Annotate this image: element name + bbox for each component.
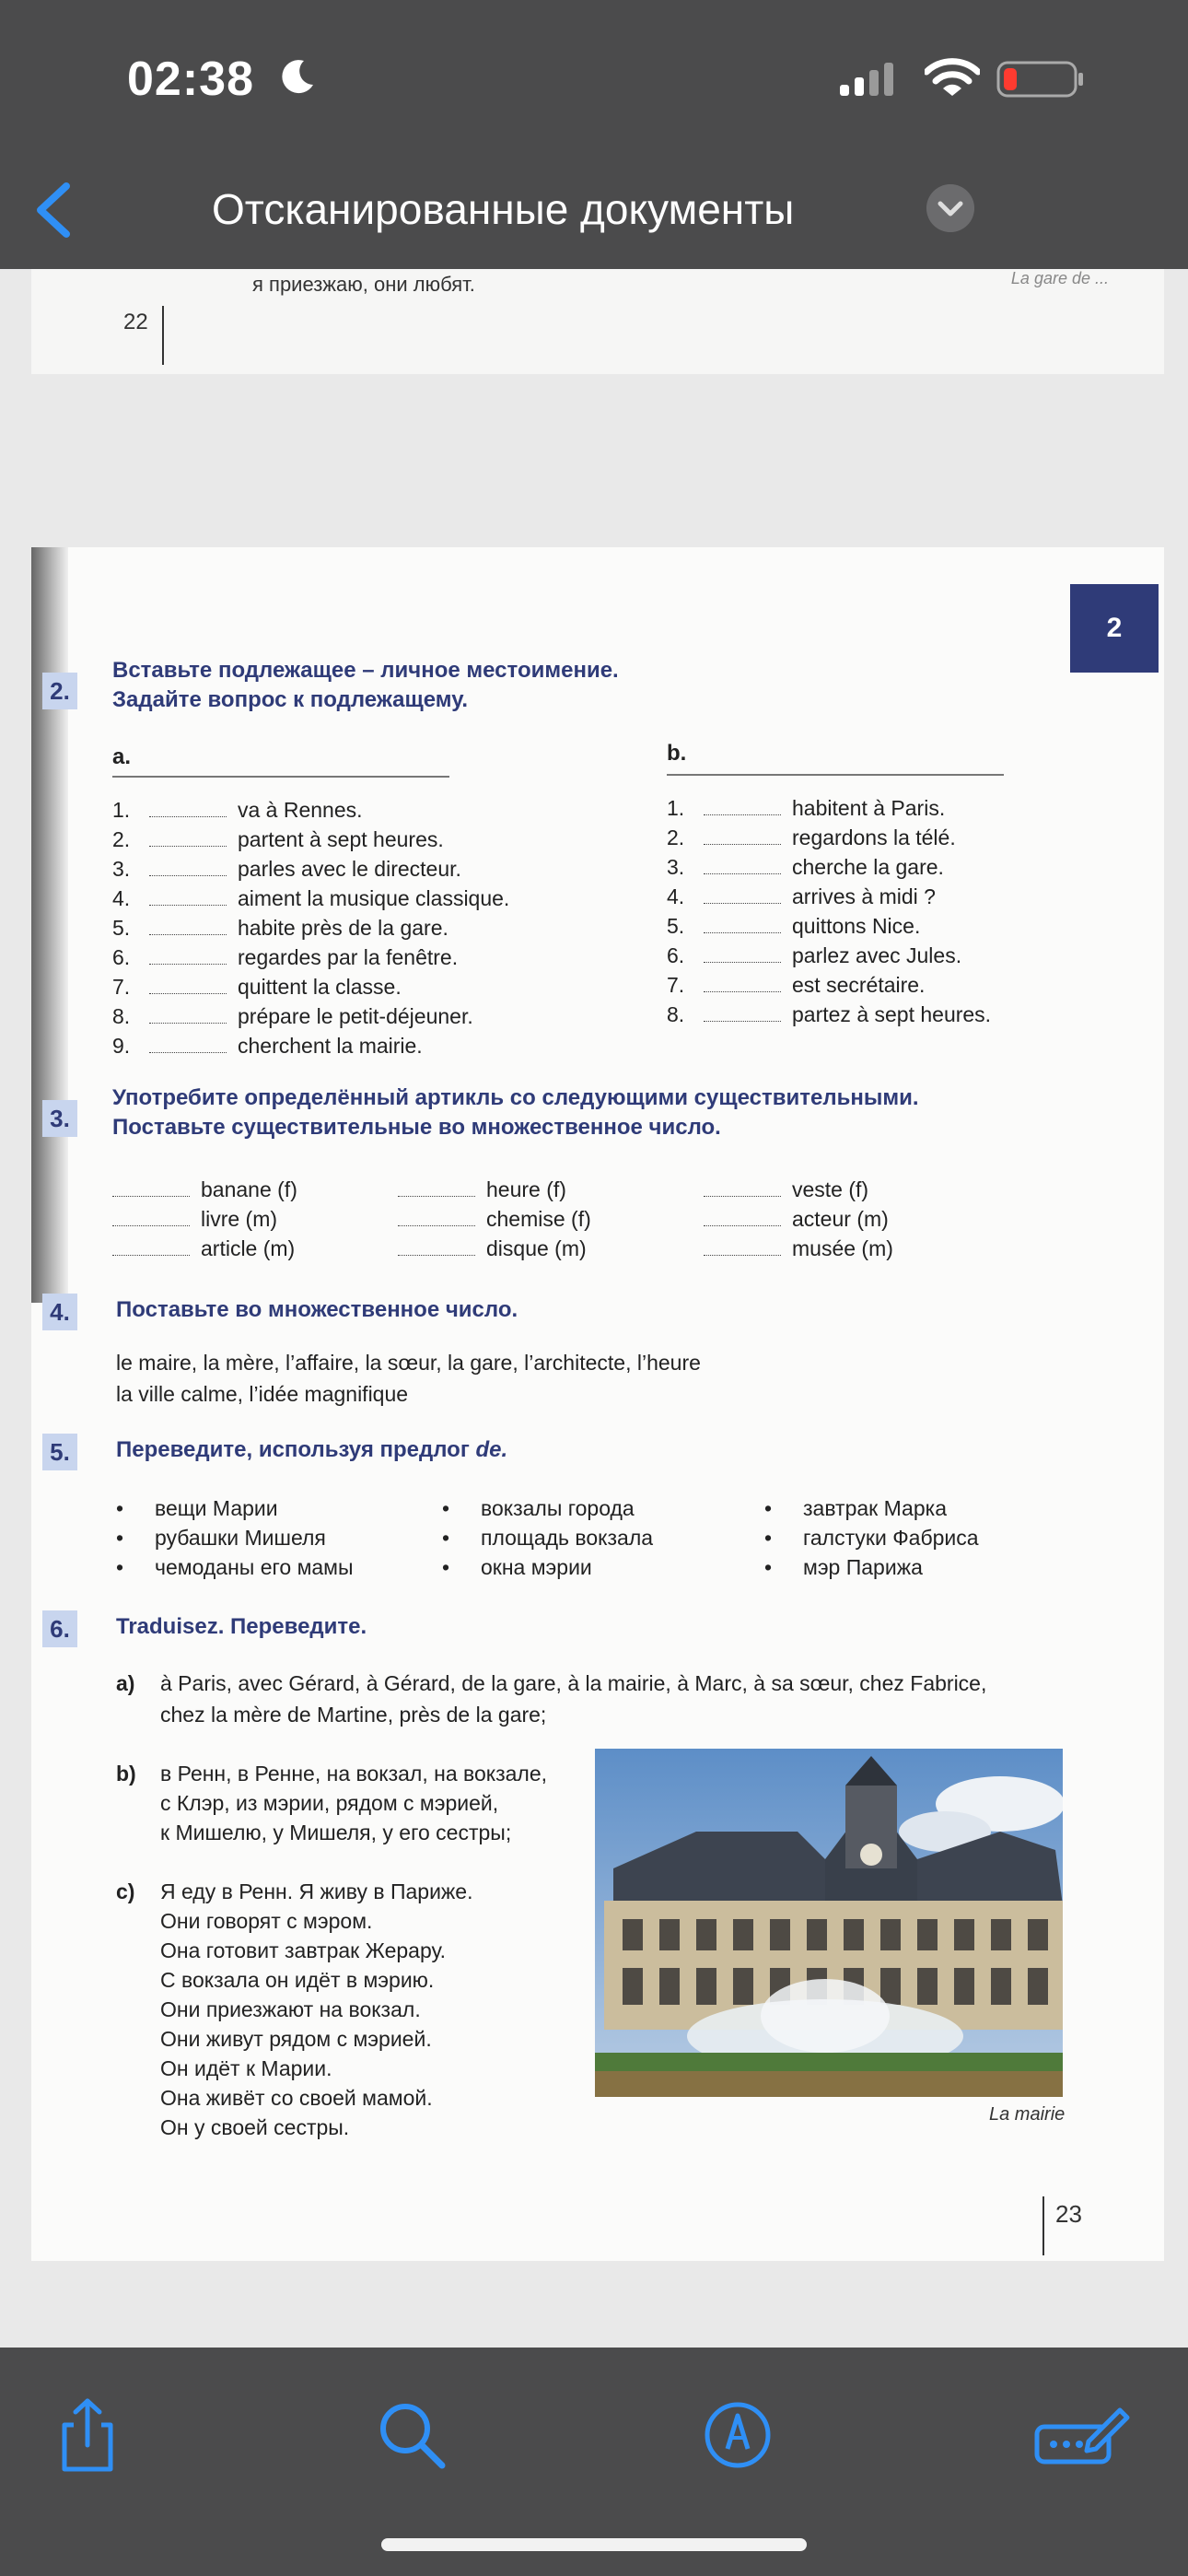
item-text: arrives à midi ? [792,884,936,908]
exercise-text: à Paris, avec Gérard, à Gérard, de la gare, à la mairie, à Marc, à sa sœur, chez Fabrice, [160,1671,987,1695]
exercise-number: 3. [42,1100,77,1137]
word-item [112,1207,277,1236]
exercise-number: 6. [42,1610,77,1647]
list-item [112,857,461,886]
word-item [398,1207,591,1236]
heading-line: Вставьте подлежащее – личное местоимение. [112,658,619,683]
answer-blank[interactable] [704,799,781,815]
heading-emphasis: de. [475,1437,508,1462]
word-item [112,1236,295,1266]
item-number: 7. [112,975,131,999]
column-label-b: b. [667,741,687,766]
bullet-item: • вещи Марии [155,1496,278,1521]
status-time: 02:38 [127,53,254,106]
moon-icon [276,57,317,98]
exercise-number: 2. [42,673,77,709]
scanned-page[interactable] [31,547,1164,2261]
item-number: 5. [667,914,685,938]
item-text: habite près de la gare. [238,916,448,940]
exercise-text: Он у своей сестры. [160,2115,350,2139]
item-number: 3. [112,857,131,881]
bullet-item: • площадь вокзала [481,1526,653,1551]
exercise-heading: Traduisez. Переведите. [116,1614,367,1639]
word-text: livre (m) [201,1207,278,1231]
list-item [667,1002,991,1032]
answer-blank[interactable] [112,1180,190,1197]
answer-blank[interactable] [112,1210,190,1226]
column-label-a: a. [112,744,132,769]
column-rule [112,776,449,778]
list-item [667,914,920,943]
item-number: 6. [667,943,685,967]
exercise-heading: Поставьте во множественное число. [116,1297,518,1322]
item-text: est secrétaire. [792,973,926,997]
bullet-item: • чемоданы его мамы [155,1555,354,1580]
bullet-item: • галстуки Фабриса [803,1526,979,1551]
item-number: 8. [667,1002,685,1026]
answer-blank[interactable] [149,1007,227,1024]
item-label: c) [116,1879,135,1903]
chapter-tab: 2 [1070,584,1159,673]
exercise-text: Они приезжают на вокзал. [160,1997,421,2021]
word-item [704,1207,889,1236]
markup-icon[interactable] [696,2394,779,2476]
heading-line: Употребите определённый артикль со следующими существительными. [112,1085,919,1110]
item-number: 4. [667,884,685,908]
exercise-text: Они живут рядом с мэрией. [160,2027,432,2051]
list-item [667,973,925,1002]
exercise-text: к Мишелю, у Мишеля, у его сестры; [160,1821,512,1844]
exercise-text: с Клэр, из мэрии, рядом с мэрией, [160,1791,499,1815]
chevron-down-icon[interactable] [926,184,974,232]
exercise-text: la ville calme, l’idée magnifique [116,1382,409,1406]
answer-blank[interactable] [704,1005,781,1022]
answer-blank[interactable] [149,919,227,935]
item-text: quittons Nice. [792,914,921,938]
item-text: cherchent la mairie. [238,1034,423,1058]
signal-icon [840,61,901,98]
book-spine-shadow [31,547,68,1303]
item-label: b) [116,1762,136,1786]
list-item [667,796,945,825]
exercise-text: С вокзала он идёт в мэрию. [160,1968,435,1992]
word-item [704,1236,893,1266]
answer-blank[interactable] [149,978,227,994]
item-number: 7. [667,973,685,997]
answer-blank[interactable] [704,1210,781,1226]
item-number: 1. [112,798,131,822]
previous-page[interactable] [31,269,1164,374]
town-hall-photo [595,1749,1063,2097]
page-number-rule [1042,2196,1044,2255]
item-number: 8. [112,1004,131,1028]
exercise-text: chez la mère de Martine, près de la gare; [160,1703,547,1727]
word-text: chemise (f) [486,1207,591,1231]
exercise-text: Они говорят с мэром. [160,1909,373,1933]
photo-caption: La mairie [989,2104,1066,2125]
exercise-text: в Ренн, в Ренне, на вокзал, на вокзале, [160,1762,548,1786]
page-number: 23 [1055,2200,1082,2228]
bullet-item: • завтрак Марка [803,1496,947,1521]
answer-blank[interactable] [704,858,781,874]
exercise-heading [112,1083,919,1142]
list-item [667,855,944,884]
answer-blank[interactable] [149,1036,227,1053]
word-item [112,1177,297,1207]
item-text: regardons la télé. [792,825,956,849]
answer-blank[interactable] [704,946,781,963]
bullet-item: • окна мэрии [481,1555,592,1580]
nav-title[interactable]: Отсканированные документы [212,185,795,233]
word-item [398,1236,587,1266]
prev-page-number: 22 [123,310,148,334]
list-item [112,798,363,827]
item-number: 5. [112,916,131,940]
answer-blank[interactable] [398,1180,475,1197]
home-indicator[interactable] [381,2538,807,2551]
list-item [112,916,448,945]
list-item [667,943,961,973]
word-text: acteur (m) [792,1207,889,1231]
bullet-item: • вокзалы города [481,1496,635,1521]
answer-blank[interactable] [149,860,227,876]
bullet-item: • рубашки Мишеля [155,1526,326,1551]
item-text: prépare le petit-déjeuner. [238,1004,473,1028]
back-chevron-icon[interactable] [31,181,76,240]
heading-text: Переведите, используя предлог [116,1437,470,1462]
word-text: banane (f) [201,1177,297,1201]
answer-blank[interactable] [149,889,227,906]
item-text: va à Rennes. [238,798,363,822]
exercise-heading [112,656,619,715]
answer-blank[interactable] [149,801,227,817]
word-text: heure (f) [486,1177,566,1201]
answer-blank[interactable] [704,828,781,845]
page-number-rule [162,306,164,365]
exercise-number: 4. [42,1294,77,1330]
heading-line: Задайте вопрос к подлежащему. [112,687,469,712]
exercise-text: le maire, la mère, l’affaire, la sœur, la gare, l’architecte, l’heure [116,1351,701,1375]
word-text: veste (f) [792,1177,869,1201]
form-fill-icon[interactable] [1031,2394,1133,2476]
answer-blank[interactable] [704,1180,781,1197]
list-item [112,945,458,975]
item-text: cherche la gare. [792,855,944,879]
exercise-text: Я еду в Ренн. Я живу в Париже. [160,1879,473,1903]
item-number: 9. [112,1034,131,1058]
search-icon[interactable] [370,2394,453,2476]
column-rule [667,774,1004,776]
item-text: habitent à Paris. [792,796,946,820]
item-number: 2. [667,825,685,849]
answer-blank[interactable] [398,1239,475,1256]
exercise-text: Он идёт к Марии. [160,2056,332,2080]
item-label: a) [116,1671,135,1695]
prev-page-corner-text: La gare de ... [1010,269,1109,287]
answer-blank[interactable] [704,976,781,992]
exercise-heading [116,1435,507,1465]
item-number: 6. [112,945,131,969]
wifi-icon [925,57,980,98]
item-text: regardes par la fenêtre. [238,945,459,969]
word-text: article (m) [201,1236,296,1260]
word-item [398,1177,566,1207]
item-number: 2. [112,827,131,851]
exercise-text: Она готовит завтрак Жерару. [160,1938,447,1962]
list-item [667,884,936,914]
item-text: parlez avec Jules. [792,943,962,967]
answer-blank[interactable] [149,830,227,847]
item-text: partez à sept heures. [792,1002,992,1026]
exercise-number: 5. [42,1434,77,1470]
item-text: quittent la classe. [238,975,402,999]
answer-blank[interactable] [704,1239,781,1256]
item-text: partent à sept heures. [238,827,444,851]
word-text: disque (m) [486,1236,587,1260]
list-item [667,825,956,855]
item-number: 1. [667,796,685,820]
list-item [112,1034,423,1063]
list-item [112,1004,473,1034]
battery-icon [996,59,1085,100]
item-number: 4. [112,886,131,910]
top-bar [0,0,1188,269]
heading-line: Поставьте существительные во множественное число. [112,1115,721,1140]
answer-blank[interactable] [704,917,781,933]
answer-blank[interactable] [112,1239,190,1256]
share-icon[interactable] [46,2394,129,2476]
list-item [112,827,444,857]
list-item [112,886,509,916]
item-number: 3. [667,855,685,879]
word-text: musée (m) [792,1236,893,1260]
answer-blank[interactable] [149,948,227,965]
answer-blank[interactable] [398,1210,475,1226]
answer-blank[interactable] [704,887,781,904]
prev-page-text: я приезжаю, они любят. [252,273,475,296]
list-item [112,975,402,1004]
item-text: aiment la musique classique. [238,886,510,910]
exercise-text: Она живёт со своей мамой. [160,2086,433,2110]
bullet-item: • мэр Парижа [803,1555,923,1580]
item-text: parles avec le directeur. [238,857,461,881]
word-item [704,1177,868,1207]
